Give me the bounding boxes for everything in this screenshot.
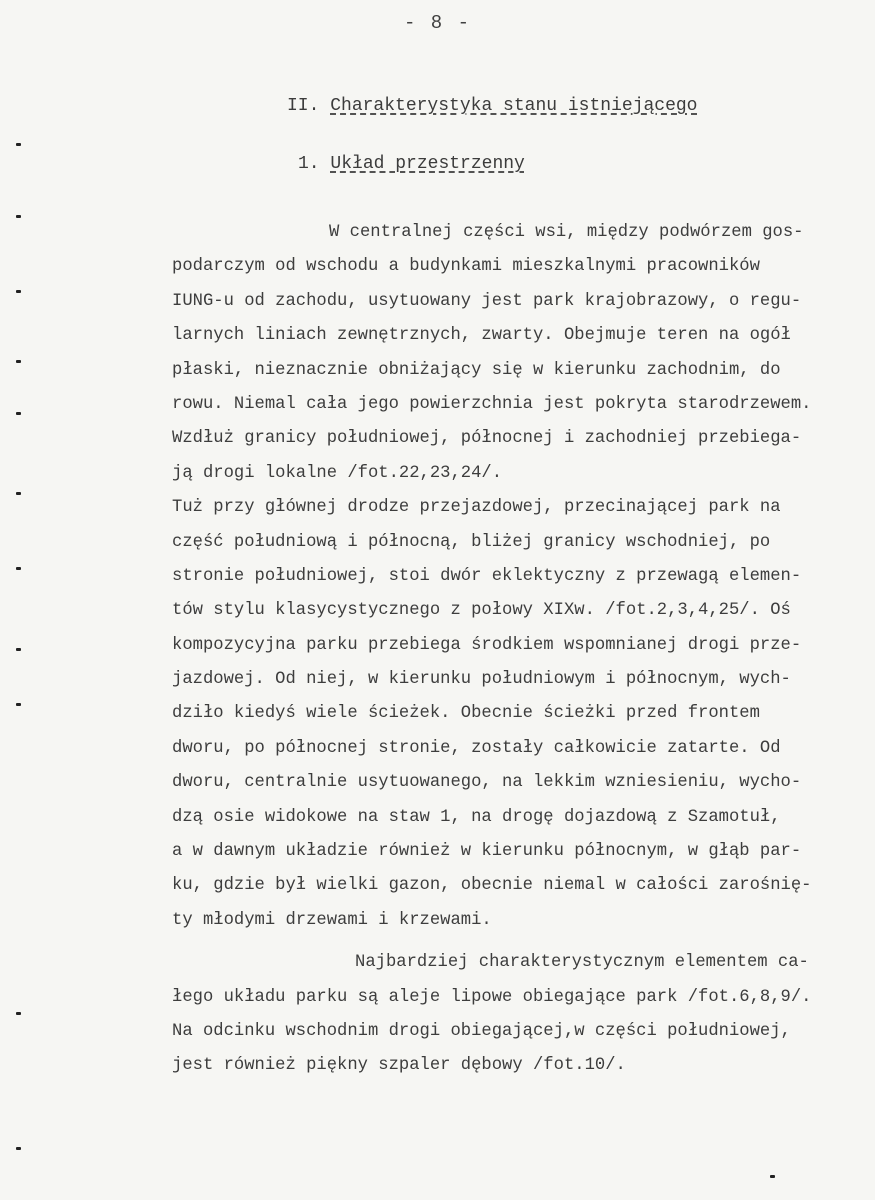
section-title: Charakterystyka stanu istniejącego	[330, 96, 698, 116]
text-line: tów stylu klasycystycznego z połowy XIXw. /fot.2,3,4,25/. Oś	[172, 601, 791, 621]
body-text	[172, 216, 842, 1084]
text-line: W centralnej części wsi, między podwórzem gos-	[329, 223, 804, 242]
text-line: larnych liniach zewnętrznych, zwarty. Obejmuje teren na ogół	[172, 326, 791, 346]
text-line: rowu. Niemal cała jego powierzchnia jest pokryta starodrzewem.	[172, 394, 812, 414]
subsection-number: 1.	[298, 154, 320, 174]
text-line: ku, gdzie był wielki gazon, obecnie niemal w całości zarośnię-	[172, 876, 812, 896]
scan-speck	[16, 567, 21, 570]
text-line: kompozycyjna parku przebiega środkiem wspomnianej drogi prze-	[172, 635, 802, 655]
text-line: IUNG-u od zachodu, usytuowany jest park krajobrazowy, o regu-	[172, 291, 802, 311]
text-line: jest również piękny szpaler dębowy /fot.10/.	[172, 1056, 626, 1076]
subsection-title: Układ przestrzenny	[330, 154, 525, 174]
text-line: Tuż przy głównej drodze przejazdowej, przecinającej park na	[172, 498, 781, 518]
text-line: Na odcinku wschodnim drogi obiegającej,w części południowej,	[172, 1021, 791, 1041]
text-line: ty młodymi drzewami i krzewami.	[172, 910, 492, 930]
scan-speck	[16, 412, 21, 415]
scan-speck	[16, 215, 21, 218]
text-line: stronie południowej, stoi dwór eklektyczny z przewagą elemen-	[172, 566, 802, 586]
text-line: płaski, nieznacznie obniżający się w kierunku zachodnim, do	[172, 360, 781, 380]
text-line: łego układu parku są aleje lipowe obiegające park /fot.6,8,9/.	[172, 987, 812, 1007]
scan-speck	[16, 1012, 21, 1015]
section-heading	[287, 96, 697, 116]
scan-speck	[16, 703, 21, 706]
text-line: podarczym od wschodu a budynkami mieszkalnymi pracowników	[172, 257, 760, 277]
scan-speck	[16, 492, 21, 495]
text-line: część południową i północną, bliżej granicy wschodniej, po	[172, 532, 771, 552]
section-number: II.	[287, 96, 320, 116]
subsection-heading	[298, 154, 525, 174]
text-line: Najbardziej charakterystycznym elementem ca-	[355, 953, 809, 973]
text-line: ją drogi lokalne /fot.22,23,24/.	[172, 463, 503, 483]
text-line: dworu, po północnej stronie, zostały całkowicie zatarte. Od	[172, 738, 781, 758]
scan-speck	[770, 1175, 775, 1178]
page-number: - 8 -	[403, 12, 471, 34]
text-line: dworu, centralnie usytuowanego, na lekkim wzniesieniu, wycho-	[172, 773, 802, 793]
scan-speck	[16, 143, 21, 146]
text-line: a w dawnym układzie również w kierunku północnym, w głąb par-	[172, 842, 802, 862]
text-line: Wzdłuż granicy południowej, północnej i zachodniej przebiega-	[172, 429, 802, 449]
scan-speck	[16, 1147, 21, 1150]
text-line: jazdowej. Od niej, w kierunku południowym i północnym, wych-	[172, 670, 791, 690]
text-line: dzą osie widokowe na staw 1, na drogę dojazdową z Szamotuł,	[172, 807, 781, 827]
scan-speck	[16, 290, 21, 293]
text-line: dziło kiedyś wiele ścieżek. Obecnie ścieżki przed frontem	[172, 704, 760, 724]
scan-speck	[16, 648, 21, 651]
scan-speck	[16, 360, 21, 363]
